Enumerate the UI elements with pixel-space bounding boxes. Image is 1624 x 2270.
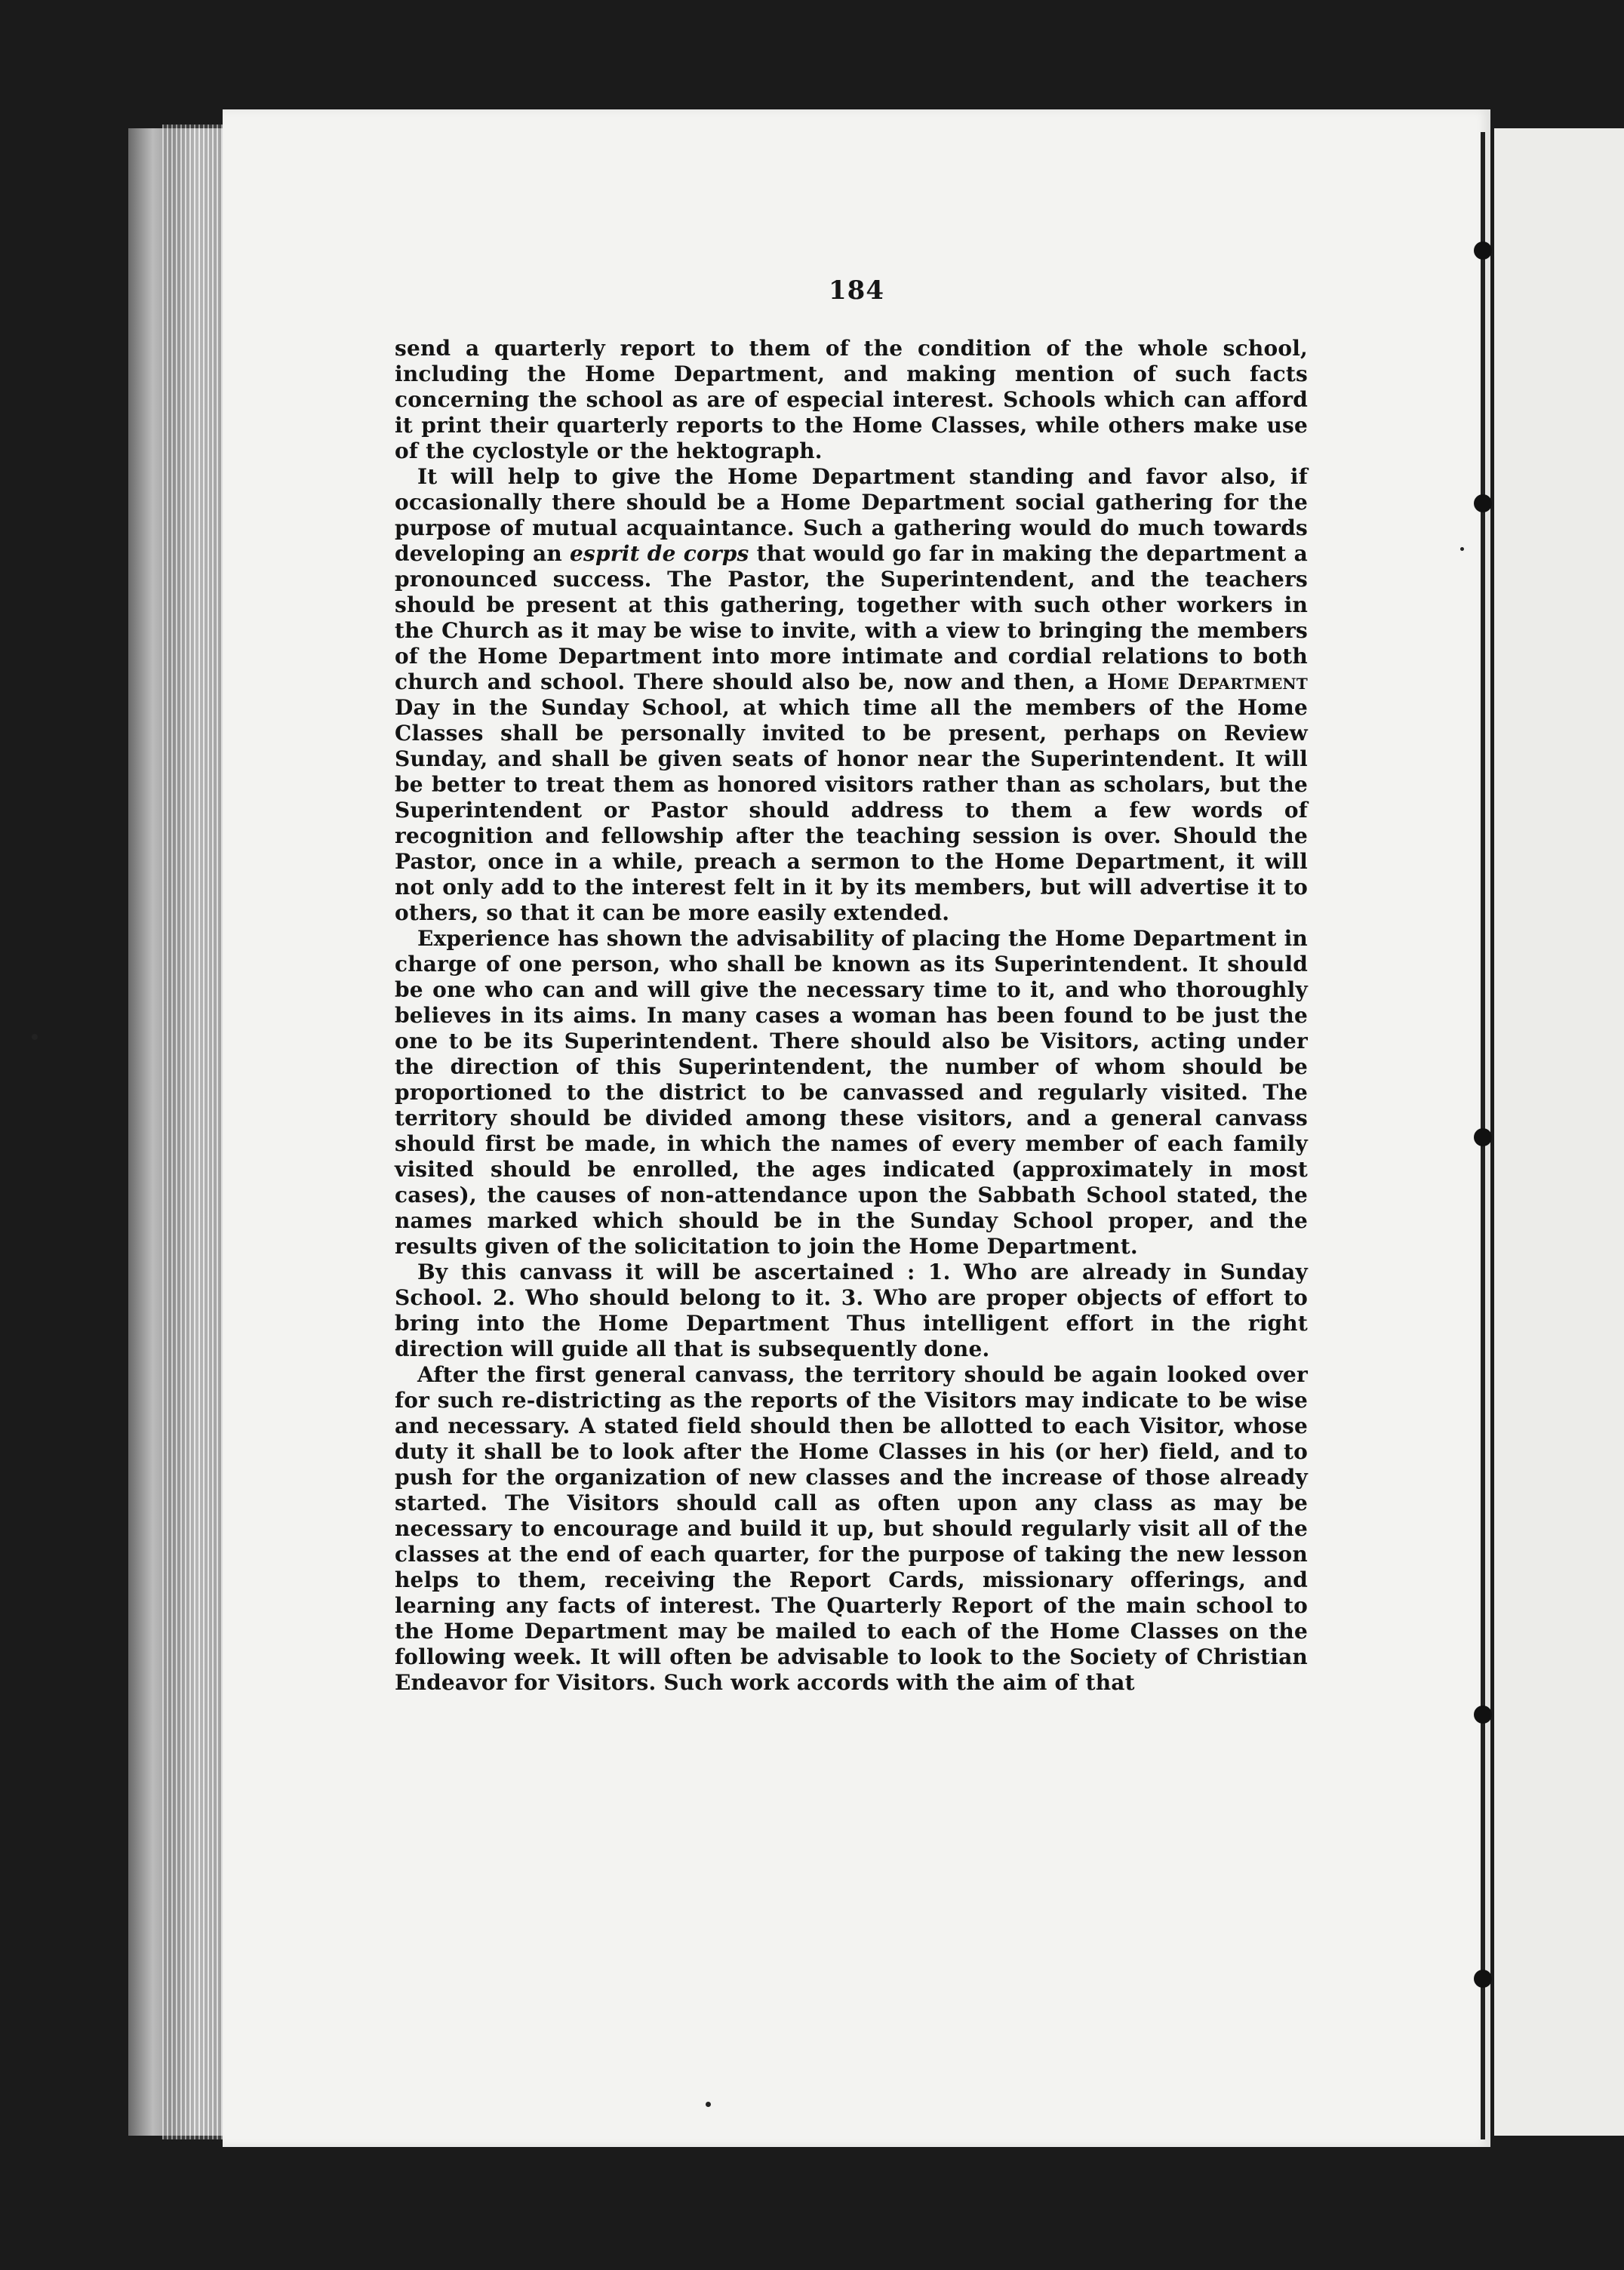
paragraph-2-part-3: Day in the Sunday School, at which time all the members of the Home Classes shall be personally invited to be present, perhaps on Review Sunday, and shall be given seats of honor near the Superintendent. It will be better to treat them as honored visitors rather than as scholars, but the Superintendent or Pastor should address to them a few words of recognition and fellowship after the teaching session is over. Should the Pastor, once in a while, preach a sermon to the Home Department, it will not only add to the interest felt in it by its members, but will advertise it to others, so that it can be more easily extended.: [395, 695, 1308, 925]
binding-stitch: [1474, 494, 1492, 512]
book-page-edge-lines: [162, 125, 223, 2139]
facing-page: [1494, 128, 1624, 2136]
paragraph-2-part-1: It will help to give the Home Department standing and favor also, if occasionally there should be a Home Department social gathering for the purpose of mutual acquaintance. Such a gathering would do much towards developing an: [395, 464, 1308, 566]
book-page: [223, 109, 1490, 2147]
paragraph-2-italic-phrase: esprit de corps: [570, 541, 749, 566]
paragraph-2-part-2: that would go far in making the department a pronounced success. The Pastor, the Superintendent, and the teachers should be present at this gathering, together with such other workers in the Church as it may be wise to invite, with a view to bringing the members of the Home Department into more intimate and cordial relations to both church and school. There should also be, now and then, a: [395, 541, 1308, 694]
binding-stitch: [1474, 241, 1492, 260]
paragraph-1: send a quarterly report to them of the condition of the whole school, including the Home Department, and making mention of such facts concerning the school as are of especial interest. Schools which can afford it print their quarterly reports to the Home Classes, while others make use of the cyclostyle or the hektograph.: [395, 336, 1308, 463]
dust-speck: [1460, 547, 1464, 551]
paragraph-2-smallcaps-phrase: Home Department: [1106, 669, 1308, 694]
page-number: 184: [829, 275, 884, 306]
body-text: [395, 336, 1308, 1696]
binding-stitch: [1474, 1970, 1492, 1988]
binding-stitch: [1474, 1128, 1492, 1146]
paragraph-2: [395, 464, 1308, 926]
dust-speck: [706, 2102, 711, 2107]
paragraph-3: Experience has shown the advisability of placing the Home Department in charge of one person, who shall be known as its Superintendent. It should be one who can and will give the necessary time to it, and who thoroughly believes in its aims. In many cases a woman has been found to be just the one to be its Superintendent. There should also be Visitors, acting under the direction of this Superintendent, the number of whom should be proportioned to the district to be canvassed and regularly visited. The territory should be divided among these visitors, and a general canvass should first be made, in which the names of every member of each family visited should be enrolled, the ages indicated (approximately in most cases), the causes of non-attendance upon the Sabbath School stated, the names marked which should be in the Sunday School proper, and the results given of the solicitation to join the Home Department.: [395, 926, 1308, 1259]
binding-stitch: [1474, 1706, 1492, 1724]
paragraph-4: By this canvass it will be ascertained : 1. Who are already in Sunday School. 2. Who should belong to it. 3. Who are proper objects of effort to bring into the Home Department Thus intelligent effort in the right direction will guide all that is subsequently done.: [395, 1260, 1308, 1361]
dust-speck: [32, 1034, 38, 1040]
paragraph-5: After the first general canvass, the territory should be again looked over for such re-districting as the reports of the Visitors may indicate to be wise and necessary. A stated field should then be allotted to each Visitor, whose duty it shall be to look after the Home Classes in his (or her) field, and to push for the organization of new classes and the increase of those already started. The Visitors should call as often upon any class as may be necessary to encourage and build it up, but should regularly visit all of the classes at the end of each quarter, for the purpose of taking the new lesson helps to them, receiving the Report Cards, missionary offerings, and learning any facts of interest. The Quarterly Report of the main school to the Home Department may be mailed to each of the Home Classes on the following week. It will often be advisable to look to the Society of Christian Endeavor for Visitors. Such work accords with the aim of that: [395, 1362, 1308, 1695]
